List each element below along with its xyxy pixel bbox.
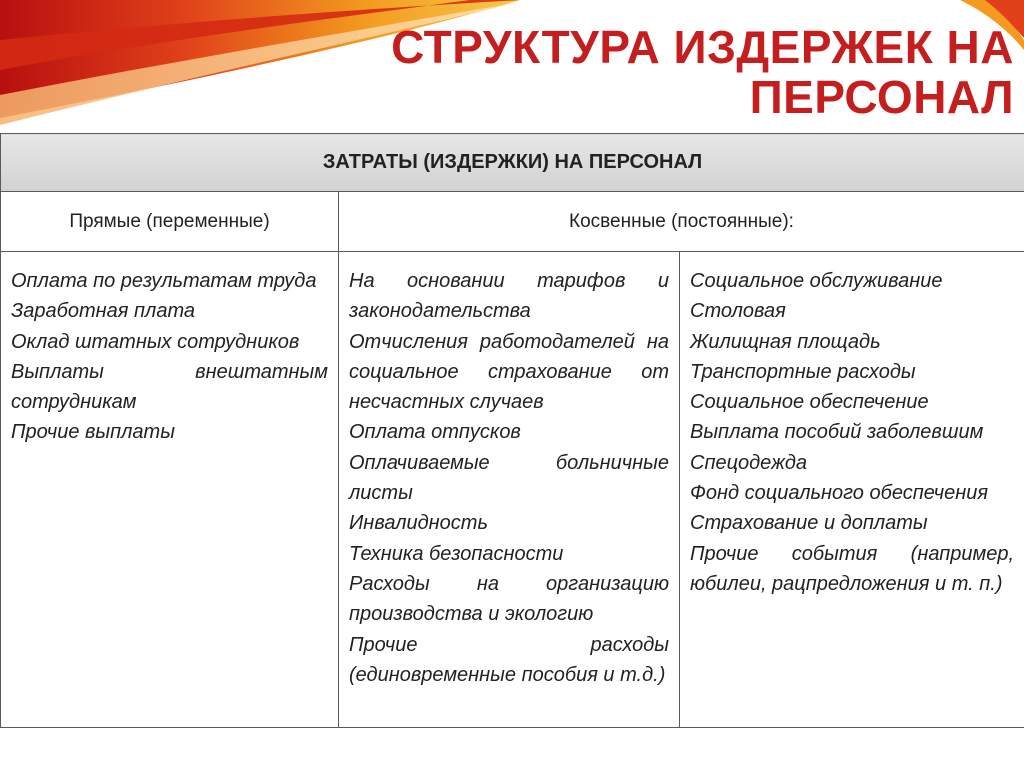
list-item: Выплаты внештатным сотрудникам xyxy=(11,360,328,414)
list-item: Прочие расходы (единовременные пособия и т.д.) xyxy=(349,633,669,686)
list-item: Социальное обеспечение xyxy=(690,391,929,414)
list-item: Инвалидность xyxy=(349,512,488,535)
direct-costs-header: Прямые (переменные) xyxy=(1,192,339,252)
direct-costs-list xyxy=(1,252,339,728)
list-item: Расходы на организацию производства и экологию xyxy=(349,572,669,626)
list-item: Прочие события (например, юбилеи, рацпредложения и т. п.) xyxy=(690,542,1014,595)
list-item: Оплачиваемые больничные листы xyxy=(349,451,669,505)
title-line-2: ПЕРСОНАЛ xyxy=(749,71,1014,123)
list-item: Фонд социального обеспечения xyxy=(690,482,989,505)
list-item: Жилищная площадь xyxy=(690,330,881,353)
list-item: Прочие выплаты xyxy=(11,421,175,444)
list-item: Заработная плата xyxy=(11,300,196,323)
list-item: Техника безопасности xyxy=(349,542,564,565)
title-line-1: СТРУКТУРА ИЗДЕРЖЕК НА xyxy=(391,21,1014,73)
list-item: На основании тарифов и законодательства xyxy=(349,270,669,323)
cost-structure-table xyxy=(0,133,1024,728)
bottom-blank-area xyxy=(0,729,1024,767)
page-title xyxy=(391,22,1014,122)
list-item: Страхование и доплаты xyxy=(690,512,928,535)
list-item: Спецодежда xyxy=(690,451,808,474)
list-item: Выплата пособий заболевшим xyxy=(690,421,984,444)
list-item: Отчисления работодателей на социальное страхование от несчастных случаев xyxy=(349,330,669,414)
list-item: Столовая xyxy=(690,300,786,323)
table-header: ЗАТРАТЫ (ИЗДЕРЖКИ) НА ПЕРСОНАЛ xyxy=(1,134,1024,192)
indirect-costs-header: Косвенные (постоянные): xyxy=(339,192,1024,252)
indirect-costs-list-2 xyxy=(680,252,1024,728)
list-item: Социальное обслуживание xyxy=(690,270,943,292)
list-item: Оплата по результатам труда xyxy=(11,270,317,292)
indirect-costs-list-1 xyxy=(339,252,680,728)
list-item: Оплата отпусков xyxy=(349,421,521,444)
list-item: Оклад штатных сотрудников xyxy=(11,330,300,353)
list-item: Транспортные расходы xyxy=(690,360,916,383)
